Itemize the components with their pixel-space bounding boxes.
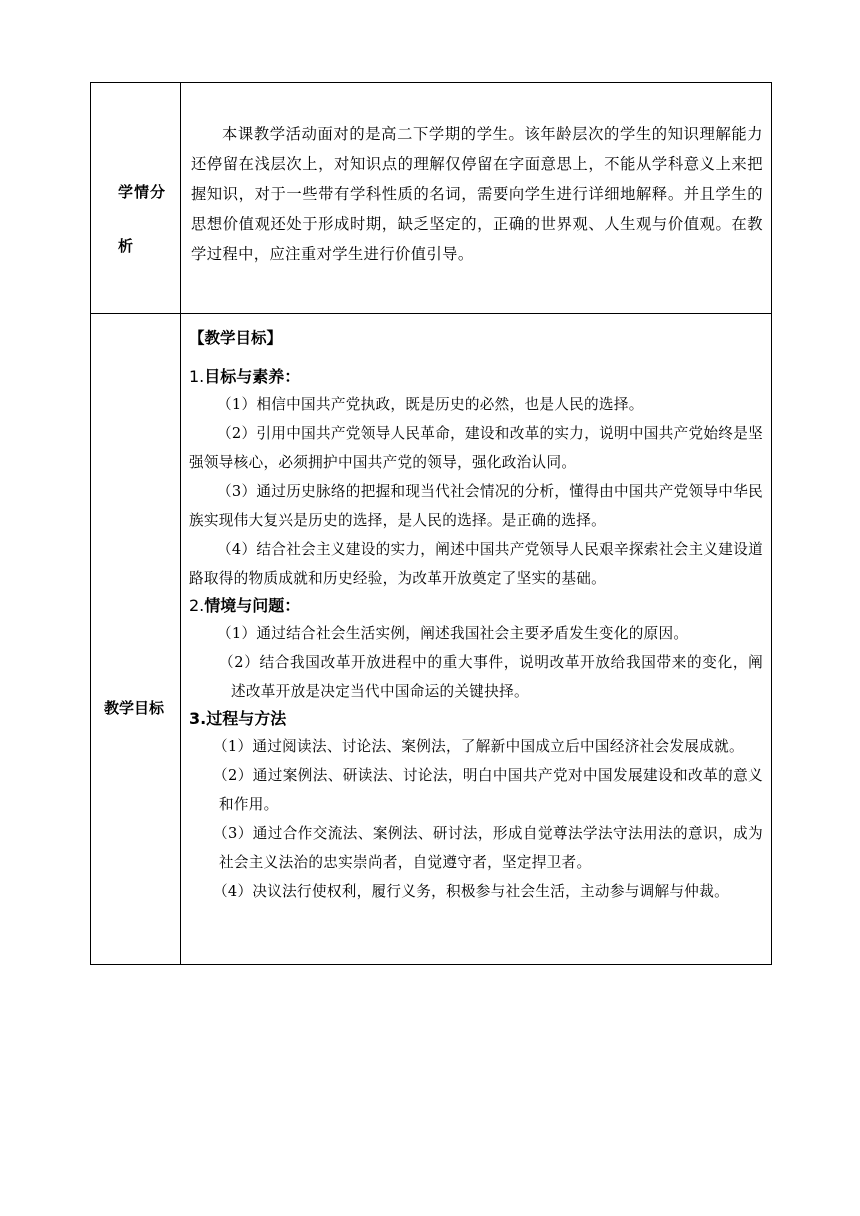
list-item: （4）决议法行使权利，履行义务，积极参与社会生活，主动参与调解与仲裁。	[213, 883, 729, 900]
list-item: （2）引用中国共产党领导人民革命，建设和改革的实力，说明中国共产党始终是坚强领导核心，必须拥护中国共产党的领导，强化政治认同。	[189, 425, 763, 471]
section-title	[189, 595, 763, 617]
analysis-text: 本课教学活动面对的是高二下学期的学生。该年龄层次的学生的知识理解能力还停留在浅层次上，对知识点的理解仅停留在字面意思上，不能从学科意义上来把握知识，对于一些带有学科性质的名词，需要向学生进行详细地解释。并且学生的思想价值观还处于形成时期，缺乏坚定的，正确的世界观、人生观与价值观。在教学过程中，应注重对学生进行价值引导。	[191, 125, 763, 263]
list-item: （3）通过合作交流法、案例法、研讨法，形成自觉尊法学法守法用法的意识，成为社会主义法治的忠实崇尚者，自觉遵守者，坚定捍卫者。	[213, 825, 763, 871]
lesson-plan-table	[90, 82, 772, 965]
section-number: 1.	[189, 367, 205, 386]
section-title-text: 3.过程与方法	[189, 709, 287, 728]
goals-label-cell	[91, 314, 181, 965]
goals-row	[91, 314, 772, 965]
goals-label: 教学目标	[104, 699, 165, 717]
section-title-text: 目标与素养：	[204, 367, 301, 386]
list-item: （4）结合社会主义建设的实力，阐述中国共产党领导人民艰辛探索社会主义建设道路取得的物质成就和历史经验，为改革开放奠定了坚实的基础。	[189, 541, 763, 587]
section-title	[189, 366, 763, 388]
list-item: （1）通过结合社会生活实例，阐述我国社会主要矛盾发生变化的原因。	[217, 625, 689, 642]
analysis-row	[91, 83, 772, 314]
section-title	[189, 708, 763, 730]
list-item: （2）结合我国改革开放进程中的重大事件，说明改革开放给我国带来的变化，阐述改革开放是决定当代中国命运的关键抉择。	[219, 654, 763, 700]
goals-heading: 【教学目标】	[189, 329, 283, 347]
section-title-text: 情境与问题：	[204, 596, 301, 615]
section-number: 2.	[189, 596, 205, 615]
list-item: （1）通过阅读法、讨论法、案例法，了解新中国成立后中国经济社会发展成就。	[213, 738, 744, 755]
analysis-label: 学情分析	[118, 183, 167, 255]
list-item: （3）通过历史脉络的把握和现当代社会情况的分析，懂得由中国共产党领导中华民族实现伟大复兴是历史的选择，是人民的选择。是正确的选择。	[189, 483, 763, 529]
goals-content-cell	[181, 314, 772, 965]
analysis-content-cell	[181, 83, 772, 314]
list-item: （2）通过案例法、研读法、讨论法，明白中国共产党对中国发展建设和改革的意义和作用。	[213, 767, 763, 813]
list-item: （1）相信中国共产党执政，既是历史的必然，也是人民的选择。	[217, 396, 644, 413]
analysis-label-cell	[91, 83, 181, 314]
